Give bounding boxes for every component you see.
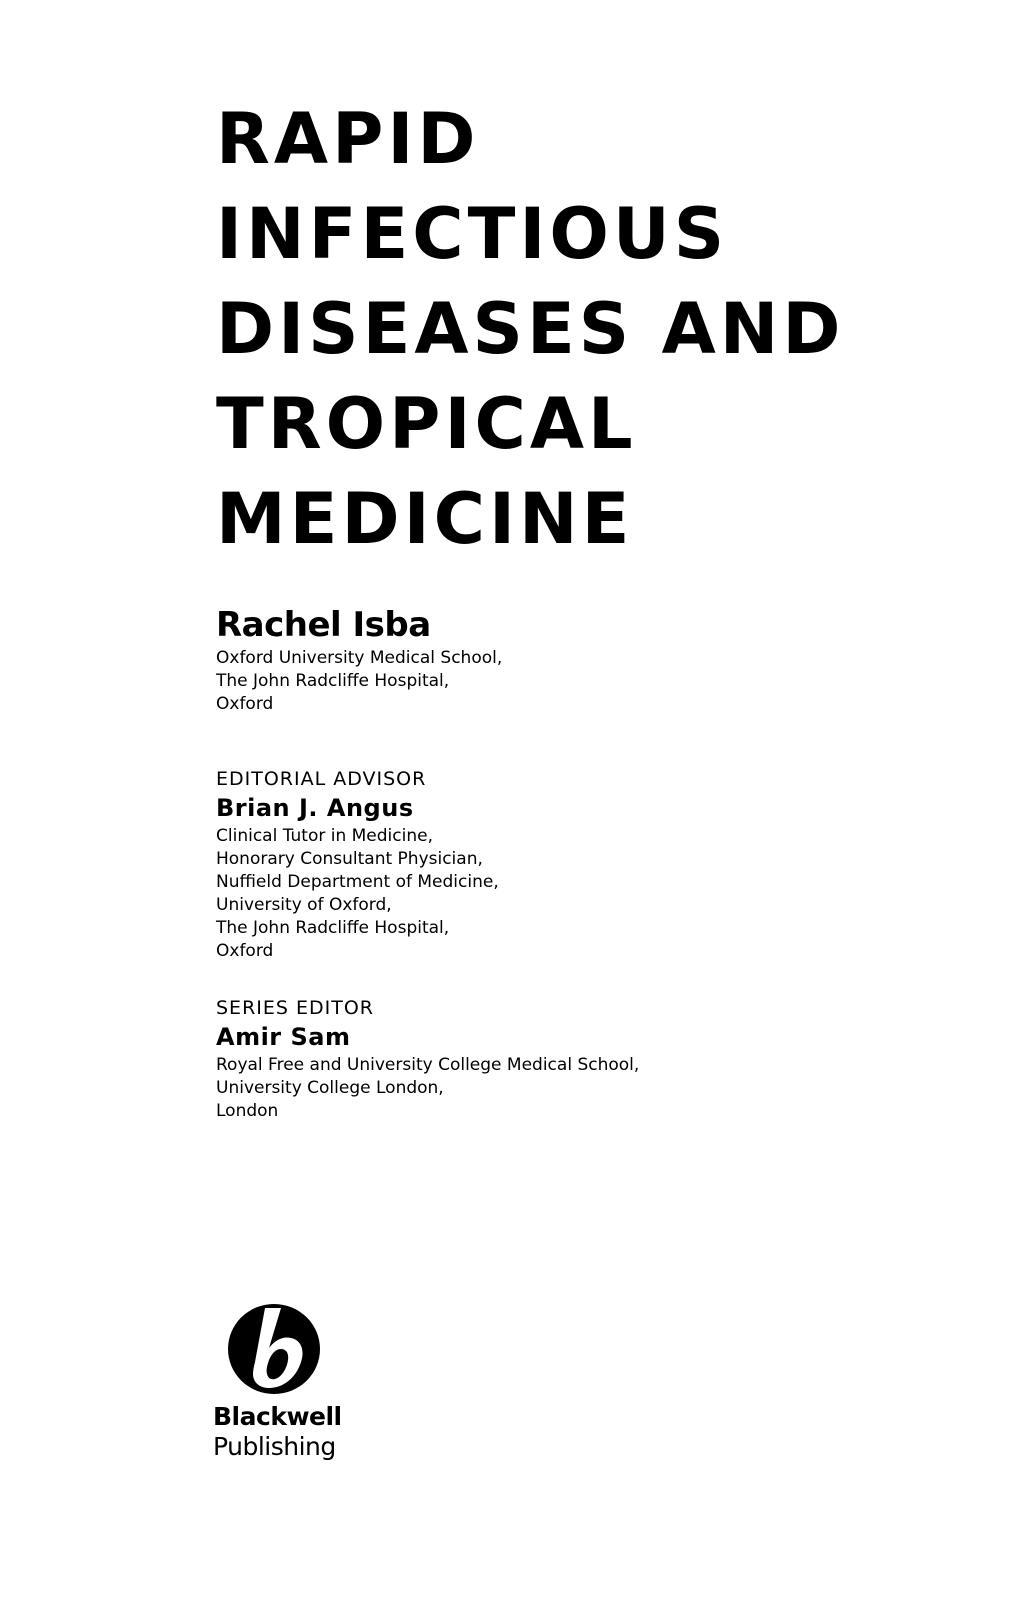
series-editor-section: [216, 996, 916, 1123]
advisor-affiliation-line: Nuffield Department of Medicine,: [216, 872, 499, 892]
title-line-2: INFECTIOUS: [216, 193, 729, 275]
title-line-4: TROPICAL: [216, 383, 637, 465]
series-editor-affiliation-line: Royal Free and University College Medical School,: [216, 1055, 640, 1075]
publisher-name-line-1: Blackwell: [213, 1402, 342, 1431]
title-line-3: DISEASES AND: [216, 288, 845, 370]
advisor-affiliation-line: Honorary Consultant Physician,: [216, 849, 483, 869]
author-section: [216, 603, 916, 716]
series-editor-affiliation-line: London: [216, 1101, 279, 1121]
publisher-name-line-2: Publishing: [213, 1432, 336, 1461]
blackwell-b-logo-icon: [225, 1302, 323, 1396]
title-line-5: MEDICINE: [216, 478, 634, 560]
author-affiliation-line: Oxford University Medical School,: [216, 648, 503, 668]
author-name: Rachel Isba: [216, 605, 431, 645]
advisor-affiliation-line: Clinical Tutor in Medicine,: [216, 826, 433, 846]
author-affiliation-line: The John Radcliffe Hospital,: [216, 671, 450, 691]
title-line-1: RAPID: [216, 98, 480, 180]
series-editor-affiliation-line: University College London,: [216, 1078, 444, 1098]
editorial-advisor-label: EDITORIAL ADVISOR: [216, 768, 427, 790]
author-affiliation-line: Oxford: [216, 694, 274, 714]
editorial-advisor-name: Brian J. Angus: [216, 794, 414, 822]
advisor-affiliation-line: University of Oxford,: [216, 895, 392, 915]
publisher-logo: [213, 1302, 413, 1462]
advisor-affiliation-line: The John Radcliffe Hospital,: [216, 918, 450, 938]
advisor-affiliation-line: Oxford: [216, 941, 274, 961]
editorial-advisor-section: [216, 767, 916, 963]
series-editor-name: Amir Sam: [216, 1023, 351, 1051]
series-editor-label: SERIES EDITOR: [216, 997, 374, 1019]
book-title: [216, 92, 996, 567]
